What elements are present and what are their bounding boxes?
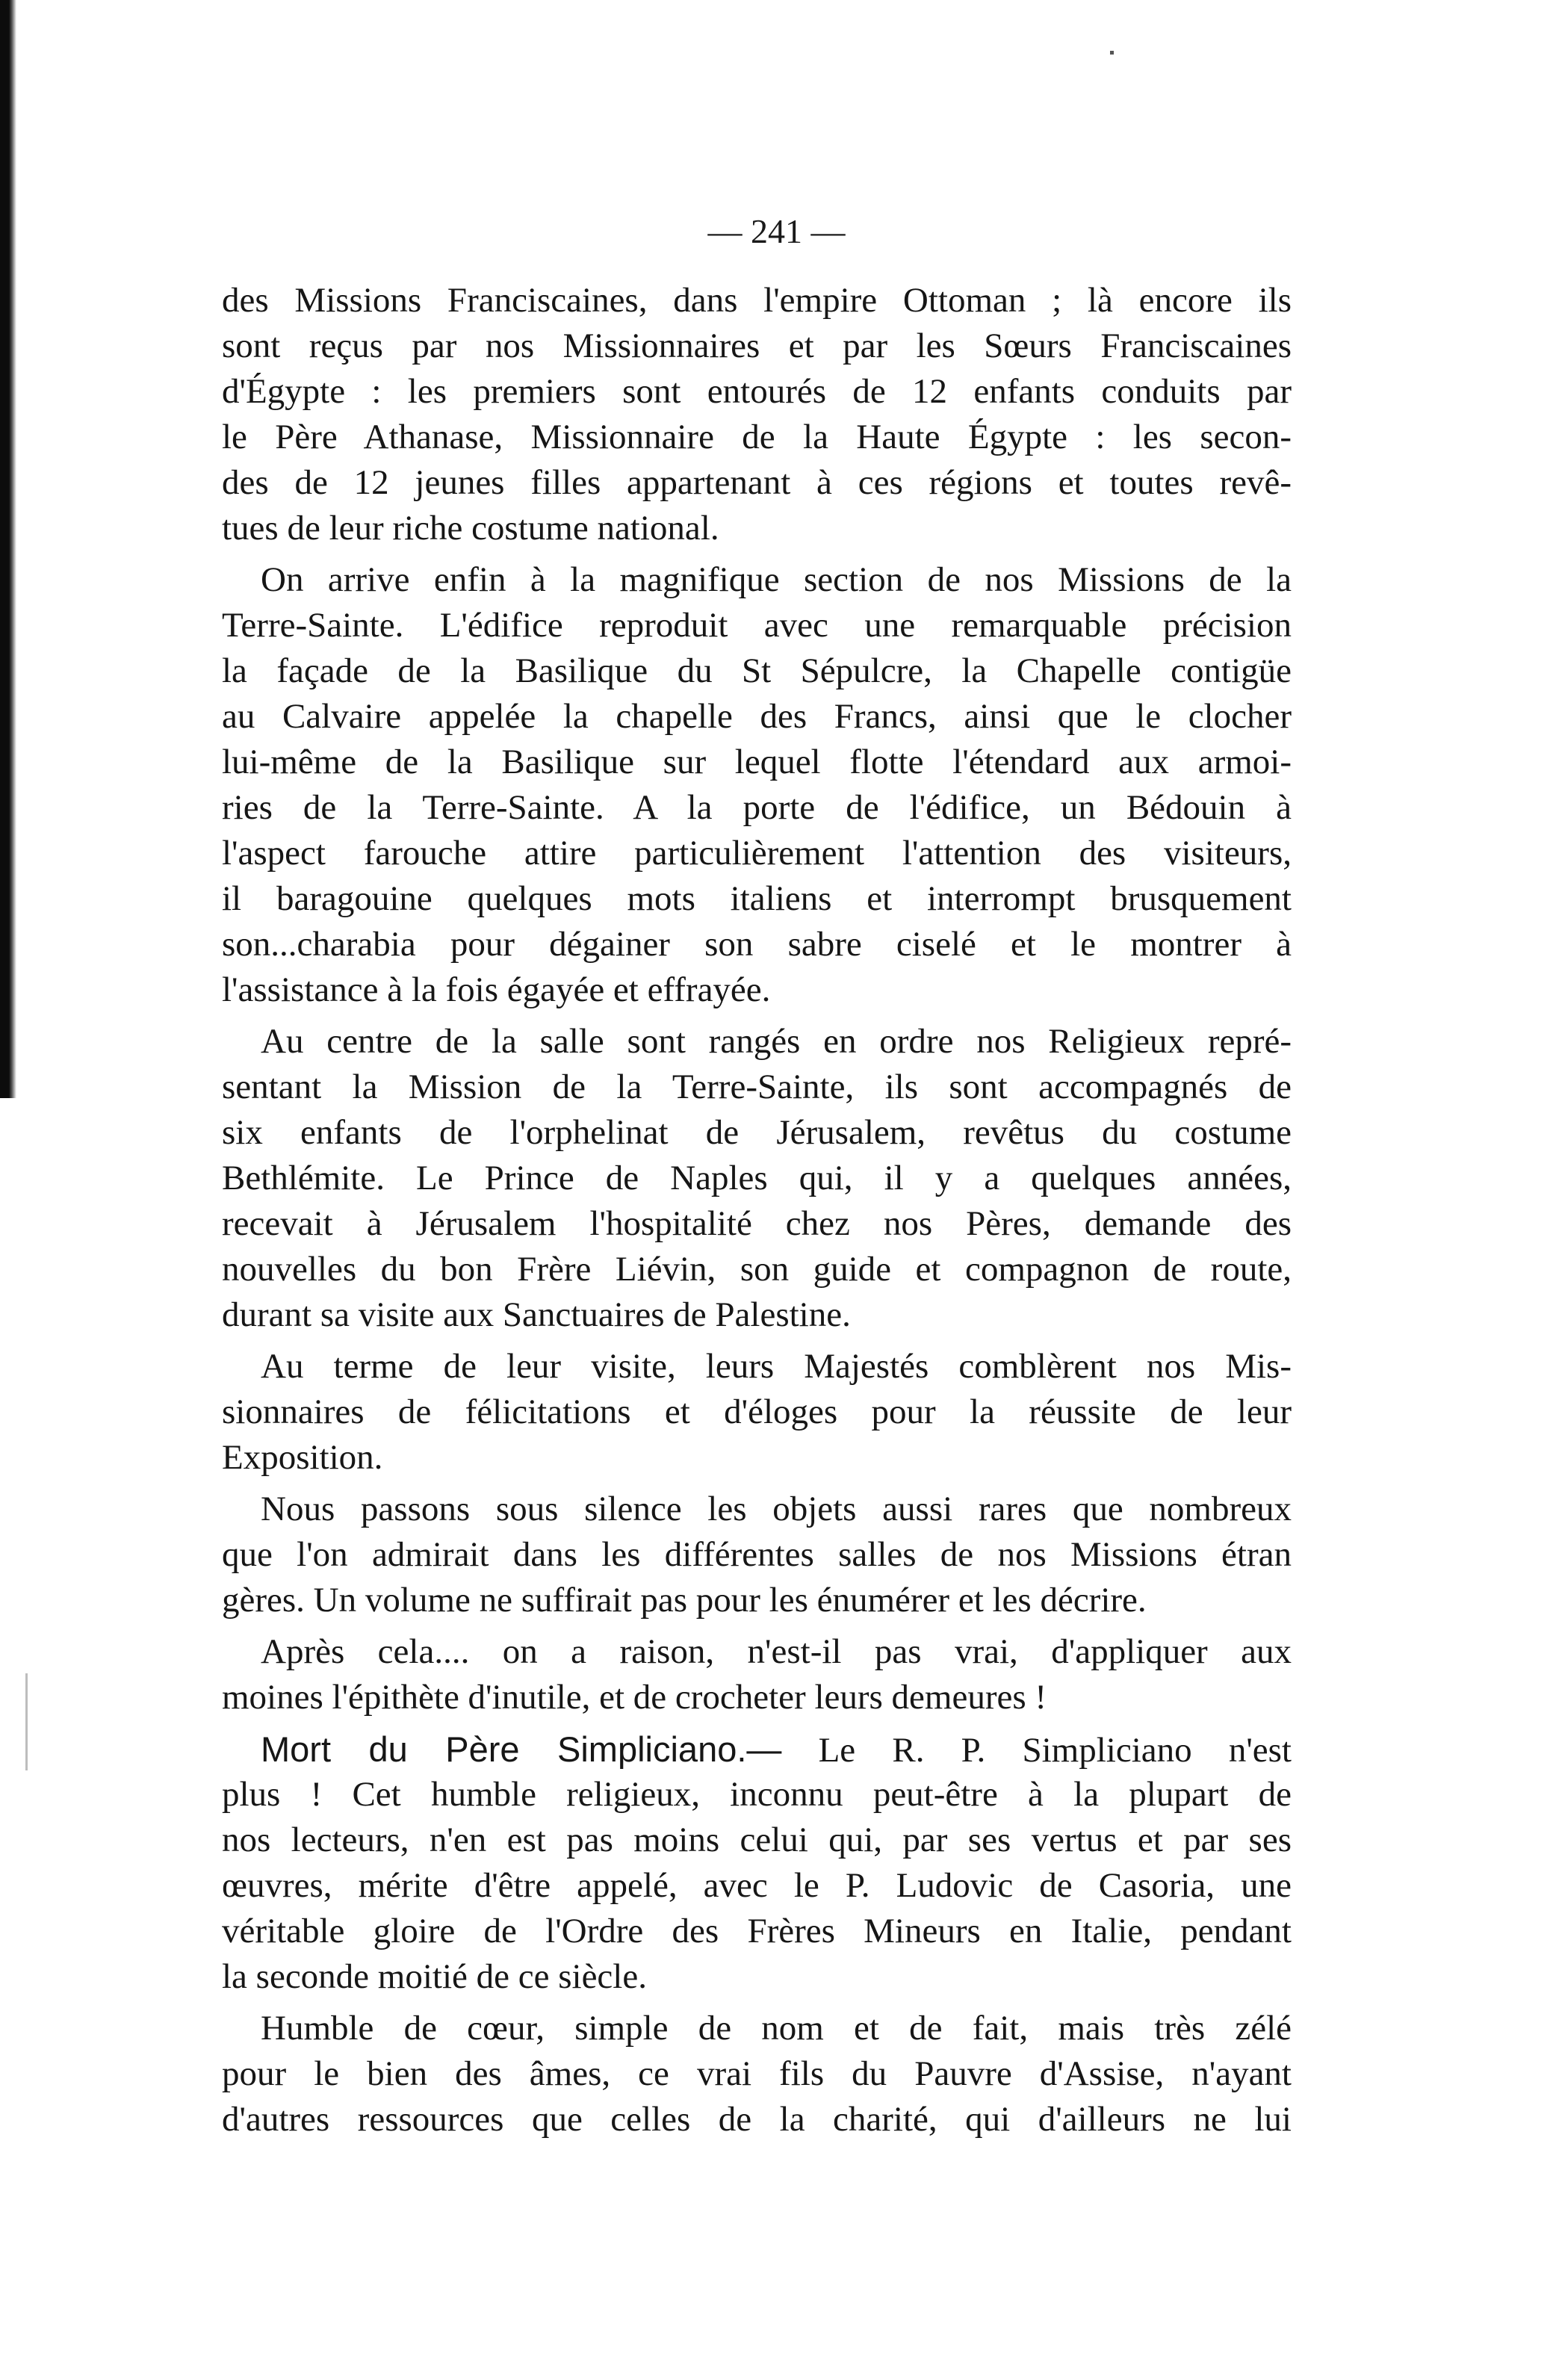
text-line: Au terme de leur visite, leurs Majestés comblèrent nos Mis- [261, 1347, 1292, 1386]
text-line: son...charabia pour dégainer son sabre ciselé et le montrer à [222, 925, 1292, 964]
text-line: des Missions Franciscaines, dans l'empire Ottoman ; là encore ils [222, 281, 1292, 320]
text-line: véritable gloire de l'Ordre des Frères Mineurs en Italie, pendant [222, 1912, 1292, 1950]
text-line: moines l'épithète d'inutile, et de crocheter leurs demeures ! [222, 1678, 1047, 1717]
text-line: Au centre de la salle sont rangés en ordre nos Religieux repré- [261, 1022, 1292, 1061]
paragraph [222, 1487, 1292, 1623]
text-line: six enfants de l'orphelinat de Jérusalem, revêtus du costume [222, 1113, 1292, 1152]
paragraph [222, 2006, 1292, 2142]
section-heading: Mort du Père Simpliciano.— [261, 1729, 782, 1769]
text-line: d'Égypte : les premiers sont entourés de 12 enfants conduits par [222, 372, 1292, 411]
text-line: il baragouine quelques mots italiens et interrompt brusquement [222, 879, 1292, 918]
text-line: Nous passons sous silence les objets aussi rares que nombreux [261, 1490, 1292, 1528]
heading-continuation: Le R. P. Simpliciano n'est [818, 1731, 1292, 1770]
text-line: plus ! Cet humble religieux, inconnu peut-être à la plupart de [222, 1775, 1292, 1814]
text-line: le Père Athanase, Missionnaire de la Haute Égypte : les secon- [222, 418, 1292, 456]
text-line: Bethlémite. Le Prince de Naples qui, il y a quelques années, [222, 1159, 1292, 1197]
text-line: tues de leur riche costume national. [222, 509, 719, 548]
text-line: sionnaires de félicitations et d'éloges pour la réussite de leur [222, 1392, 1292, 1431]
page-binding-edge [0, 0, 16, 1098]
text-line: Exposition. [222, 1438, 383, 1477]
paragraph [222, 557, 1292, 1013]
page-number: — 241 — [707, 212, 846, 250]
text-line: lui-même de la Basilique sur lequel flotte l'étendard aux armoi- [222, 743, 1292, 781]
text-line: la seconde moitié de ce siècle. [222, 1957, 647, 1996]
text-line [222, 1726, 1292, 1772]
text-line: l'assistance à la fois égayée et effrayée. [222, 970, 771, 1009]
text-line: au Calvaire appelée la chapelle des Francs, ainsi que le clocher [222, 697, 1292, 736]
text-line: nos lecteurs, n'en est pas moins celui qui, par ses vertus et par ses [222, 1820, 1292, 1859]
text-line: que l'on admirait dans les différentes salles de nos Missions étran [222, 1535, 1292, 1574]
paragraph [222, 1629, 1292, 1720]
paragraph [222, 278, 1292, 551]
body-text [222, 278, 1292, 2142]
text-line: ries de la Terre-Sainte. A la porte de l'édifice, un Bédouin à [222, 788, 1292, 827]
text-line: l'aspect farouche attire particulièrement l'attention des visiteurs, [222, 834, 1292, 873]
text-line: sont reçus par nos Missionnaires et par les Sœurs Franciscaines [222, 326, 1292, 365]
text-line: nouvelles du bon Frère Liévin, son guide et compagnon de route, [222, 1250, 1292, 1289]
text-line: œuvres, mérite d'être appelé, avec le P. Ludovic de Casoria, une [222, 1866, 1292, 1905]
text-line: des de 12 jeunes filles appartenant à ces régions et toutes revê- [222, 463, 1292, 502]
text-line: On arrive enfin à la magnifique section de nos Missions de la [261, 560, 1292, 599]
text-line: Terre-Sainte. L'édifice reproduit avec une remarquable précision [222, 606, 1292, 645]
scan-speck [1110, 51, 1114, 55]
paragraph [222, 1019, 1292, 1338]
text-line: sentant la Mission de la Terre-Sainte, ils sont accompagnés de [222, 1067, 1292, 1106]
text-line: Humble de cœur, simple de nom et de fait, mais très zélé [261, 2009, 1292, 2048]
text-line: la façade de la Basilique du St Sépulcre, la Chapelle contigüe [222, 651, 1292, 690]
text-line: d'autres ressources que celles de la charité, qui d'ailleurs ne lui [222, 2100, 1292, 2139]
text-line: durant sa visite aux Sanctuaires de Palestine. [222, 1295, 851, 1334]
text-line: gères. Un volume ne suffirait pas pour les énumérer et les décrire. [222, 1581, 1147, 1620]
paragraph [222, 1344, 1292, 1481]
text-line: pour le bien des âmes, ce vrai fils du Pauvre d'Assise, n'ayant [222, 2054, 1292, 2093]
page-edge-mark [25, 1673, 28, 1770]
text-line: recevait à Jérusalem l'hospitalité chez nos Pères, demande des [222, 1204, 1292, 1243]
paragraph [222, 1726, 1292, 2000]
text-line: Après cela.... on a raison, n'est-il pas vrai, d'appliquer aux [261, 1632, 1292, 1671]
